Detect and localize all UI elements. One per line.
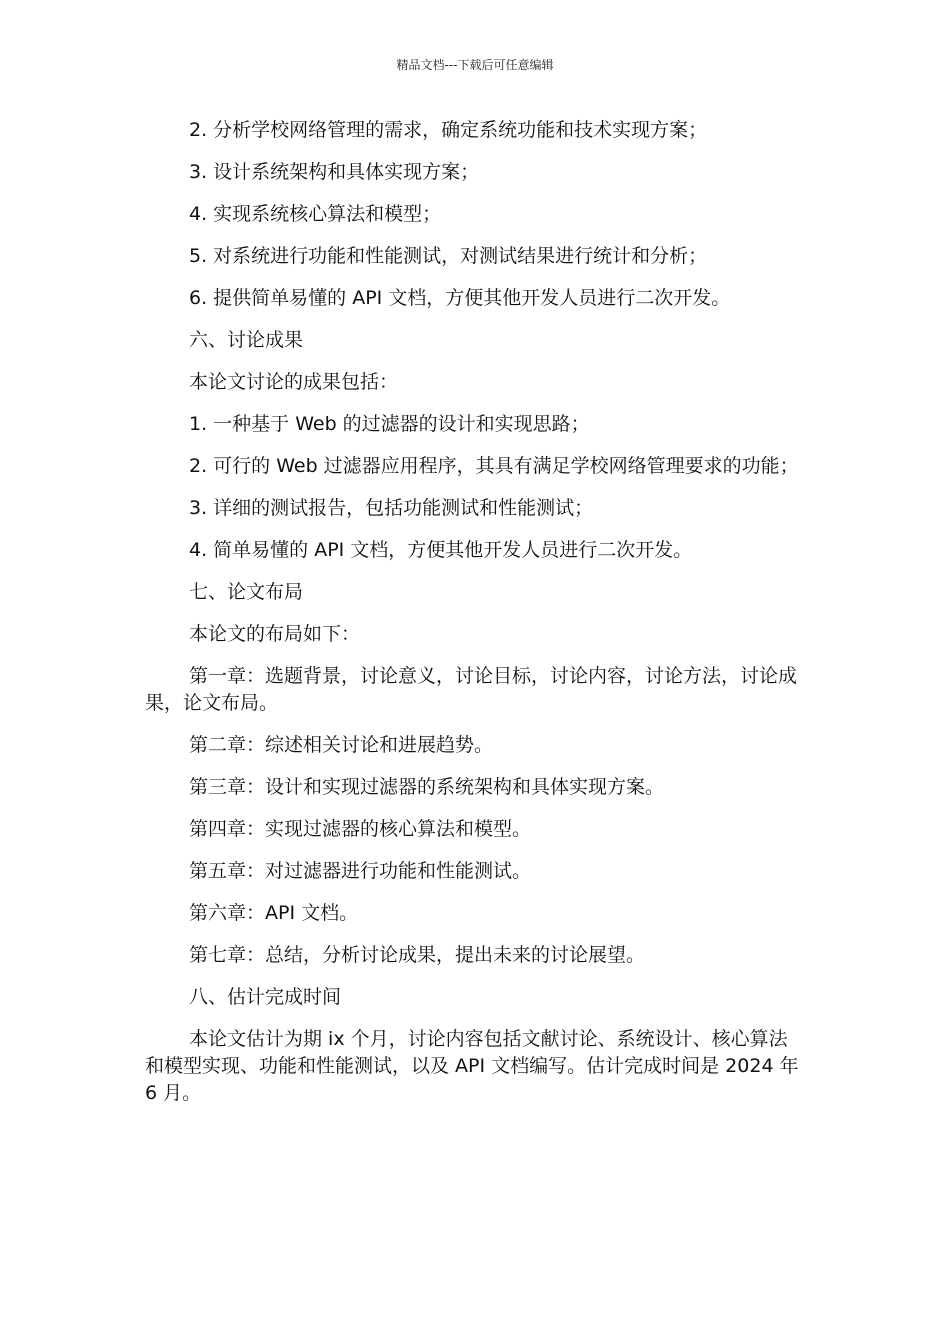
- page-header: 精品文档---下载后可任意编辑: [396, 58, 554, 72]
- document-body: [145, 117, 805, 1122]
- chapter-item: 第三章：设计和实现过滤器的系统架构和具体实现方案。: [189, 776, 665, 798]
- paragraph: 本论文估计为期 ix 个月，讨论内容包括文献讨论、系统设计、核心算法和模型实现、功能和性能测试，以及 API 文档编写。估计完成时间是 2024 年 6 月。: [145, 1028, 799, 1104]
- paragraph: 本论文的布局如下：: [189, 623, 361, 645]
- list-item: 3. 设计系统架构和具体实现方案；: [189, 161, 480, 183]
- chapter-item: 第六章：API 文档。: [189, 902, 359, 924]
- chapter-item: 第五章：对过滤器进行功能和性能测试。: [189, 860, 532, 882]
- list-item: 5. 对系统进行功能和性能测试，对测试结果进行统计和分析；: [189, 245, 708, 267]
- list-item: 2. 分析学校网络管理的需求，确定系统功能和技术实现方案；: [189, 119, 708, 141]
- list-item: 6. 提供简单易懂的 API 文档，方便其他开发人员进行二次开发。: [189, 287, 731, 309]
- section-heading: 八、估计完成时间: [189, 986, 342, 1008]
- list-item: 3. 详细的测试报告，包括功能测试和性能测试；: [189, 497, 594, 519]
- chapter-item: 第四章：实现过滤器的核心算法和模型。: [189, 818, 532, 840]
- list-item: 1. 一种基于 Web 的过滤器的设计和实现思路；: [189, 413, 590, 435]
- section-heading: 七、论文布局: [189, 581, 304, 603]
- paragraph: 本论文讨论的成果包括：: [189, 371, 399, 393]
- section-heading: 六、讨论成果: [189, 329, 304, 351]
- chapter-item: 第七章：总结，分析讨论成果，提出未来的讨论展望。: [189, 944, 646, 966]
- chapter-item: 第一章：选题背景，讨论意义，讨论目标，讨论内容，讨论方法，讨论成果，论文布局。: [145, 665, 798, 714]
- chapter-item: 第二章：综述相关讨论和进展趋势。: [189, 734, 494, 756]
- list-item: 4. 实现系统核心算法和模型；: [189, 203, 442, 225]
- list-item: 2. 可行的 Web 过滤器应用程序，其具有满足学校网络管理要求的功能；: [189, 455, 799, 477]
- list-item: 4. 简单易懂的 API 文档，方便其他开发人员进行二次开发。: [189, 539, 693, 561]
